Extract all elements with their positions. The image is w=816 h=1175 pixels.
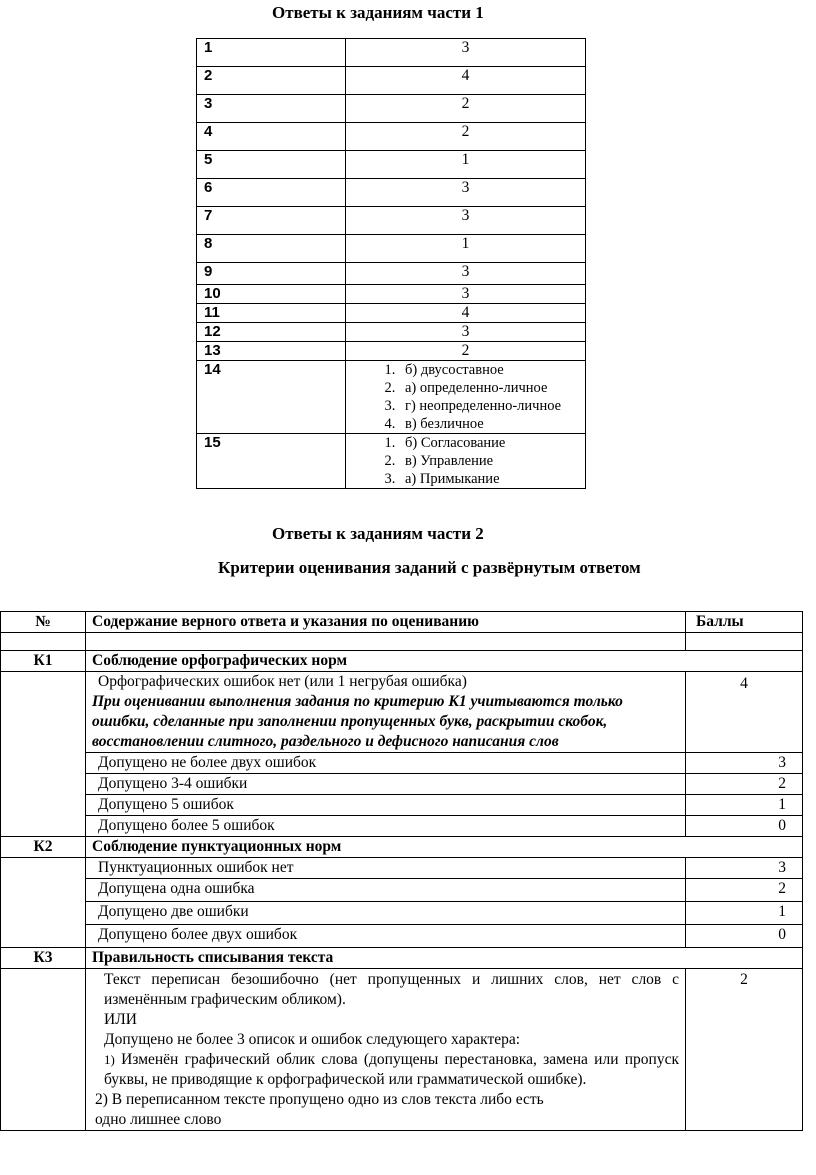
k1-item-row bbox=[1, 795, 803, 816]
k3-title: Правильность списывания текста bbox=[86, 948, 803, 969]
answer-row bbox=[197, 285, 586, 304]
k1-item-text: Допущено не более двух ошибок bbox=[86, 753, 686, 774]
k3-points: 2 bbox=[686, 969, 803, 1131]
k1-item-points: 1 bbox=[686, 795, 803, 816]
task-number: 3 bbox=[197, 95, 346, 123]
k2-item-text: Допущено две ошибки bbox=[86, 902, 686, 925]
answer-list-item: 3. а) Примыкание bbox=[399, 470, 578, 488]
k2-title: Соблюдение пунктуационных норм bbox=[86, 837, 803, 858]
k3-p4 bbox=[92, 1050, 679, 1090]
task-answer: 4 bbox=[346, 67, 586, 95]
task-answer: 3 bbox=[346, 39, 586, 67]
answer-list-item: 2. в) Управление bbox=[399, 452, 578, 470]
answer-row-row14 bbox=[197, 361, 586, 434]
k1-item-text: Допущено 5 ошибок bbox=[86, 795, 686, 816]
task-number: 4 bbox=[197, 123, 346, 151]
answer-list-item: 4. в) безличное bbox=[399, 415, 578, 433]
task-number: 6 bbox=[197, 179, 346, 207]
k3-code: К3 bbox=[1, 948, 86, 969]
k1-item-text: Допущено более 5 ошибок bbox=[86, 816, 686, 837]
answer-list-item: 1. б) двусоставное bbox=[399, 361, 578, 379]
task-answer: 3 bbox=[346, 285, 586, 304]
k2-item-text: Пунктуационных ошибок нет bbox=[86, 858, 686, 879]
task-number: 11 bbox=[197, 304, 346, 323]
part2-title: Ответы к заданиям части 2 bbox=[272, 524, 484, 543]
header-points: Баллы bbox=[686, 612, 803, 633]
k3-p2: ИЛИ bbox=[104, 1011, 137, 1028]
answer-row bbox=[197, 323, 586, 342]
answer-row bbox=[197, 95, 586, 123]
k1-item-row bbox=[1, 774, 803, 795]
answer-list-item: 2. а) определенно-личное bbox=[399, 379, 578, 397]
k1-item-points: 0 bbox=[686, 816, 803, 837]
task-answer: 3 bbox=[346, 207, 586, 235]
task-number: 9 bbox=[197, 263, 346, 285]
k1-first-points: 4 bbox=[686, 672, 803, 753]
task-answer: 1 bbox=[346, 235, 586, 263]
k2-item-row bbox=[1, 925, 803, 948]
criteria-header-row bbox=[1, 612, 803, 633]
k3-p4-num: 1) bbox=[104, 1052, 115, 1067]
k1-title: Соблюдение орфографических норм bbox=[86, 651, 803, 672]
task-answer-list bbox=[346, 361, 586, 434]
k2-item-text: Допущена одна ошибка bbox=[86, 879, 686, 902]
k2-item-text: Допущено более двух ошибок bbox=[86, 925, 686, 948]
k1-first-text: Орфографических ошибок нет (или 1 негрубая ошибка) bbox=[98, 673, 467, 690]
k3-title-row bbox=[1, 948, 803, 969]
task-number: 8 bbox=[197, 235, 346, 263]
answer-row bbox=[197, 123, 586, 151]
answer-list-item: 3. г) неопределенно-личное bbox=[399, 397, 578, 415]
answer-row bbox=[197, 342, 586, 361]
k3-p4-text: Изменён графический облик слова (допущены перестановка, замена или пропуск буквы, не приводящие к орфографической или грамматической ошибке). bbox=[104, 1051, 679, 1088]
k1-note: При оценивании выполнения задания по критерию К1 учитываются только ошибки, сделанные при заполнении пропущенных букв, раскрытии скобок, восстановлении слитного, раздельного и дефисного написания слов bbox=[92, 693, 623, 750]
k2-item-row bbox=[1, 858, 803, 879]
task-number: 12 bbox=[197, 323, 346, 342]
spacer-row bbox=[1, 633, 803, 651]
k2-item-points: 1 bbox=[686, 902, 803, 925]
task-answer: 2 bbox=[346, 95, 586, 123]
answer-row bbox=[197, 151, 586, 179]
k1-item-row bbox=[1, 753, 803, 774]
k2-code: К2 bbox=[1, 837, 86, 858]
answer-row bbox=[197, 263, 586, 285]
k3-body-row bbox=[1, 969, 803, 1131]
k2-item-row bbox=[1, 902, 803, 925]
task-number: 7 bbox=[197, 207, 346, 235]
task-answer: 2 bbox=[346, 342, 586, 361]
k3-p5: 2) В переписанном тексте пропущено одно из слов текста либо есть одно лишнее слово bbox=[95, 1091, 544, 1128]
answer-list-item: 1. б) Согласование bbox=[399, 434, 578, 452]
task-number: 14 bbox=[197, 361, 346, 434]
answer-row bbox=[197, 179, 586, 207]
k1-code: К1 bbox=[1, 651, 86, 672]
task-number: 10 bbox=[197, 285, 346, 304]
part1-answers-table bbox=[196, 38, 586, 489]
k3-p3: Допущено не более 3 описок и ошибок следующего характера: bbox=[104, 1031, 521, 1048]
k1-first-cell bbox=[86, 672, 686, 753]
k1-item-points: 3 bbox=[686, 753, 803, 774]
k2-item-points: 0 bbox=[686, 925, 803, 948]
part2-subtitle: Критерии оценивания заданий с развёрнутым ответом bbox=[218, 558, 641, 577]
k2-title-row bbox=[1, 837, 803, 858]
k3-content bbox=[86, 969, 686, 1131]
k1-first-row bbox=[1, 672, 803, 753]
header-num: № bbox=[1, 612, 86, 633]
task-answer-list bbox=[346, 434, 586, 489]
task-answer: 2 bbox=[346, 123, 586, 151]
task-number: 13 bbox=[197, 342, 346, 361]
k1-item-row bbox=[1, 816, 803, 837]
k1-item-points: 2 bbox=[686, 774, 803, 795]
k1-item-text: Допущено 3-4 ошибки bbox=[86, 774, 686, 795]
task-number: 2 bbox=[197, 67, 346, 95]
task-number: 5 bbox=[197, 151, 346, 179]
answer-row-row15 bbox=[197, 434, 586, 489]
k2-item-points: 2 bbox=[686, 879, 803, 902]
k3-p1: Текст переписан безошибочно (нет пропущенных и лишних слов, нет слов с изменённым графическим обликом). bbox=[104, 971, 679, 1008]
task-number: 15 bbox=[197, 434, 346, 489]
k2-item-points: 3 bbox=[686, 858, 803, 879]
task-answer: 4 bbox=[346, 304, 586, 323]
task-number: 1 bbox=[197, 39, 346, 67]
part1-title: Ответы к заданиям части 1 bbox=[272, 3, 484, 22]
answer-row bbox=[197, 304, 586, 323]
task-answer: 3 bbox=[346, 179, 586, 207]
answer-row bbox=[197, 207, 586, 235]
task-answer: 3 bbox=[346, 263, 586, 285]
k2-item-row bbox=[1, 879, 803, 902]
criteria-table bbox=[0, 611, 803, 1131]
answer-row bbox=[197, 67, 586, 95]
answer-row bbox=[197, 235, 586, 263]
task-answer: 3 bbox=[346, 323, 586, 342]
k1-title-row bbox=[1, 651, 803, 672]
answer-row bbox=[197, 39, 586, 67]
task-answer: 1 bbox=[346, 151, 586, 179]
header-content: Содержание верного ответа и указания по оцениванию bbox=[86, 612, 686, 633]
